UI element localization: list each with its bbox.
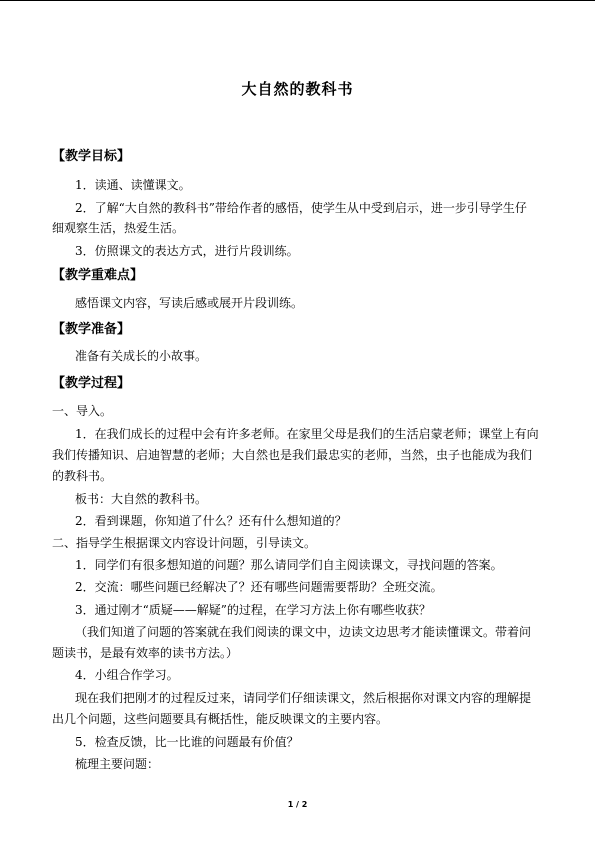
objectives-line-4: 3．仿照课文的表达方式，进行片段训练。 [75,244,299,258]
process-line-13: 4．小组合作学习。 [75,668,179,682]
process-line-1: 一、导入。 [52,404,113,418]
process-line-8: 1．同学们有很多想知道的问题？那么请同学们自主阅读课文，寻找问题的答案。 [75,558,503,572]
section-heading-preparation: 【教学准备】 [52,322,131,337]
section-heading-objectives: 【教学目标】 [52,149,131,164]
process-line-17: 梳理主要问题： [75,757,160,771]
page-number: 1 / 2 [287,800,308,809]
process-line-3: 我们传播知识、启迪智慧的老师；大自然也是我们最忠实的老师，当然，虫子也能成为我们 [52,448,533,462]
process-line-2: 1．在我们成长的过程中会有许多老师。在家里父母是我们的生活启蒙老师；课堂上有向 [75,427,539,441]
process-line-7: 二、指导学生根据课文内容设计问题，引导读文。 [52,536,317,550]
process-line-12: 题读书，是最有效率的读书方法。） [52,646,239,660]
objectives-line-2: 2．了解“大自然的教科书”带给作者的感悟，使学生从中受到启示，进一步引导学生仔 [75,201,527,215]
key-points-line-1: 感悟课文内容，写读后感或展开片段训练。 [75,296,304,310]
preparation-line-1: 准备有关成长的小故事。 [75,349,208,363]
process-line-9: 2．交流：哪些问题已经解决了？还有哪些问题需要帮助？全班交流。 [75,580,443,594]
process-line-4: 的教科书。 [52,469,113,483]
process-line-11: （我们知道了问题的答案就在我们阅读的课文中，边读文边思考才能读懂课文。带着问 [75,625,532,639]
process-line-10: 3．通过刚才“质疑——解疑”的过程，在学习方法上你有哪些收获？ [75,603,431,617]
objectives-line-3: 细观察生活，热爱生活。 [52,221,185,235]
top-rule [0,0,595,1]
process-line-16: 5．检查反馈，比一比谁的问题最有价值？ [75,735,299,749]
process-line-14: 现在我们把刚才的过程反过来，请同学们仔细读课文，然后根据你对课文内容的理解提 [75,691,532,705]
process-line-6: 2．看到课题，你知道了什么？还有什么想知道的？ [75,514,347,528]
section-heading-process: 【教学过程】 [52,376,131,391]
document-title: 大自然的教科书 [241,80,354,98]
section-heading-key-points: 【教学重难点】 [52,268,144,283]
objectives-line-1: 1．读通、读懂课文。 [75,178,191,192]
process-line-15: 出几个问题，这些问题要具有概括性，能反映课文的主要内容。 [52,712,389,726]
process-line-5: 板书：大自然的教科书。 [75,492,208,506]
